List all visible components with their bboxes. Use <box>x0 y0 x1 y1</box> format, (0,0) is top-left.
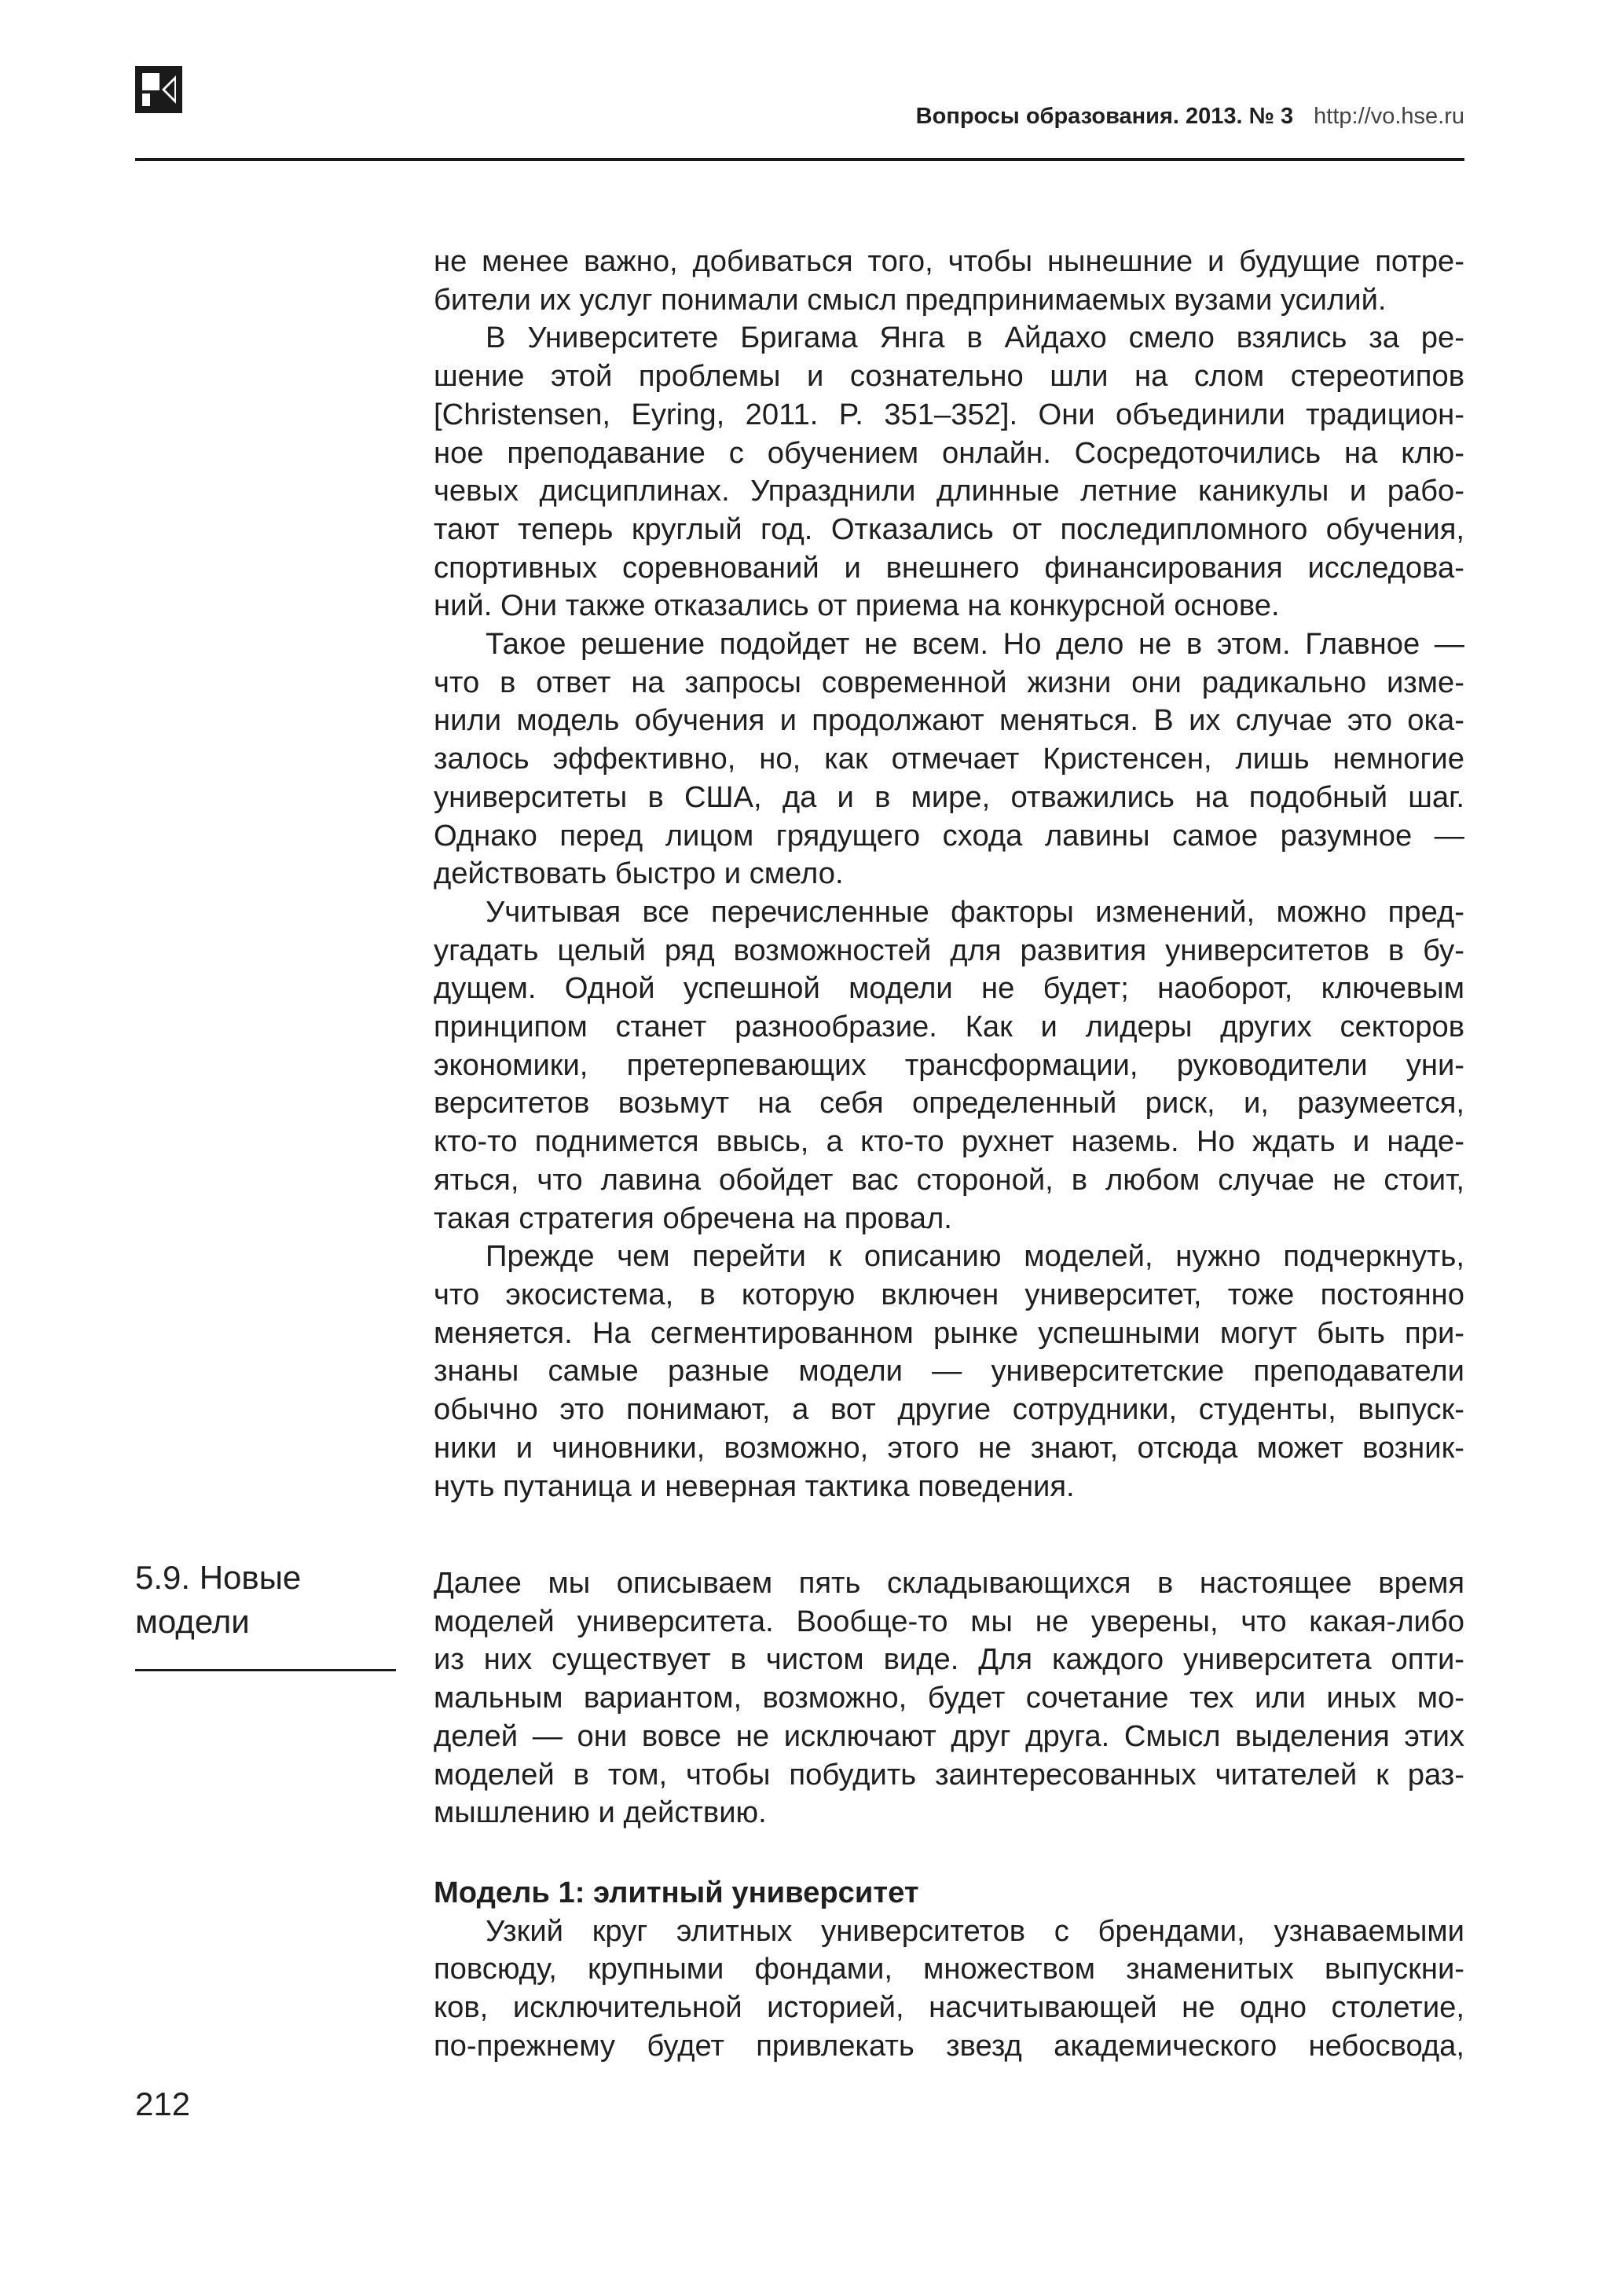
text-line: экономики, претерпевающих трансформации, руководители уни- <box>434 1047 1464 1082</box>
text-line: моделей университета. Вообще-то мы не уверены, что какая-либо <box>434 1604 1464 1638</box>
text-line: ний. Они также отказались от приема на конкурсной основе. <box>434 589 1280 623</box>
text-line: меняется. На сегментированном рынке успешными могут быть при- <box>434 1315 1464 1350</box>
text-line: Такое решение подойдет не всем. Но дело не в этом. Главное — <box>486 627 1464 662</box>
page-number: 212 <box>135 2085 191 2122</box>
text-line: моделей в том, чтобы побудить заинтересованных читателей к раз- <box>434 1757 1464 1792</box>
section-heading-line: 5.9. Новые <box>135 1559 302 1596</box>
text-line: знаны самые разные модели — университетские преподаватели <box>434 1354 1464 1388</box>
paragraph <box>434 1238 1464 1506</box>
section-heading <box>135 1556 418 1644</box>
text-line: дущем. Одной успешной модели не будет; наоборот, ключевым <box>434 971 1464 1006</box>
section-heading-underline <box>135 1669 396 1671</box>
paragraph <box>434 319 1464 625</box>
text-line: нили модель обучения и продолжают меняться. В их случае это ока- <box>434 703 1464 738</box>
text-line: что экосистема, в которую включен университет, тоже постоянно <box>434 1277 1464 1311</box>
journal-url[interactable]: http://vo.hse.ru <box>1314 104 1464 129</box>
header-divider <box>135 158 1464 161</box>
paragraph-continuation <box>434 243 1464 319</box>
section-heading-line: модели <box>135 1603 250 1640</box>
text-line: ное преподавание с обучением онлайн. Сосредоточились на клю- <box>434 435 1464 470</box>
text-line: университеты в США, да и в мире, отважились на подобный шаг. <box>434 779 1464 814</box>
text-line: принципом станет разнообразие. Как и лидеры других секторов <box>434 1010 1464 1044</box>
journal-logo-icon <box>135 66 182 113</box>
text-line: ков, исключительной историей, насчитывающей не одно столетие, <box>434 1990 1464 2025</box>
text-line: повсюду, крупными фондами, множеством знаменитых выпускни- <box>434 1952 1464 1986</box>
text-line: чевых дисциплинах. Упразднили длинные летние каникулы и рабо- <box>434 474 1464 508</box>
text-line: не менее важно, добиваться того, чтобы нынешние и будущие потре- <box>434 244 1464 278</box>
text-line: что в ответ на запросы современной жизни они радикально изме- <box>434 665 1464 699</box>
text-line: верситетов возьмут на себя определенный риск, и, разумеется, <box>434 1086 1464 1120</box>
text-line: обычно это понимают, а вот другие сотрудники, студенты, выпуск- <box>434 1392 1464 1427</box>
text-line: действовать быстро и смело. <box>434 856 844 891</box>
text-line: В Университете Бригама Янга в Айдахо смело взялись за ре- <box>486 321 1464 355</box>
body-text <box>434 243 1464 1506</box>
text-line: нуть путаница и неверная тактика поведения. <box>434 1469 1075 1503</box>
text-line: бители их услуг понимали смысл предпринимаемых вузами усилий. <box>434 282 1387 317</box>
text-line: спортивных соревнований и внешнего финансирования исследова- <box>434 550 1464 585</box>
text-line: шение этой проблемы и сознательно шли на слом стереотипов <box>434 359 1464 394</box>
text-line: по-прежнему будет привлекать звезд академического небосвода, <box>434 2028 1464 2063</box>
text-line: такая стратегия обречена на провал. <box>434 1201 952 1235</box>
model-1-section <box>434 1874 1464 2066</box>
text-line: яться, что лавина обойдет вас стороной, в любом случае не стоит, <box>434 1162 1464 1197</box>
text-line: кто-то поднимется ввысь, а кто-то рухнет наземь. Но ждать и наде- <box>434 1124 1464 1159</box>
text-line: угадать целый ряд возможностей для развития университетов в бу- <box>434 933 1464 967</box>
paragraph <box>434 893 1464 1238</box>
text-line: Узкий круг элитных университетов с брендами, узнаваемыми <box>486 1913 1464 1948</box>
running-header <box>916 101 1464 132</box>
text-line: залось эффективно, но, как отмечает Кристенсен, лишь немногие <box>434 742 1464 776</box>
paragraph <box>434 625 1464 893</box>
text-line: [Christensen, Eyring, 2011. P. 351–352]. Они объединили традицион- <box>434 397 1464 431</box>
section-intro <box>434 1564 1464 1832</box>
text-line: мышлению и действию. <box>434 1795 767 1830</box>
text-line: Учитывая все перечисленные факторы изменений, можно пред- <box>486 894 1464 929</box>
text-line: из них существует в чистом виде. Для каждого университета опти- <box>434 1642 1464 1677</box>
model-1-heading: Модель 1: элитный университет <box>434 1876 919 1909</box>
journal-title: Вопросы образования. 2013. № 3 <box>915 104 1294 129</box>
text-line: мальным вариантом, возможно, будет сочетание тех или иных мо- <box>434 1681 1464 1715</box>
text-line: делей — они вовсе не исключают друг друга. Смысл выделения этих <box>434 1718 1464 1753</box>
text-line: Прежде чем перейти к описанию моделей, нужно подчеркнуть, <box>486 1239 1464 1274</box>
text-line: Однако перед лицом грядущего схода лавины самое разумное — <box>434 818 1464 853</box>
text-line: тают теперь круглый год. Отказались от последипломного обучения, <box>434 512 1464 546</box>
text-line: Далее мы описываем пять складывающихся в настоящее время <box>434 1566 1464 1600</box>
text-line: ники и чиновники, возможно, этого не знают, отсюда может возник- <box>434 1430 1464 1465</box>
